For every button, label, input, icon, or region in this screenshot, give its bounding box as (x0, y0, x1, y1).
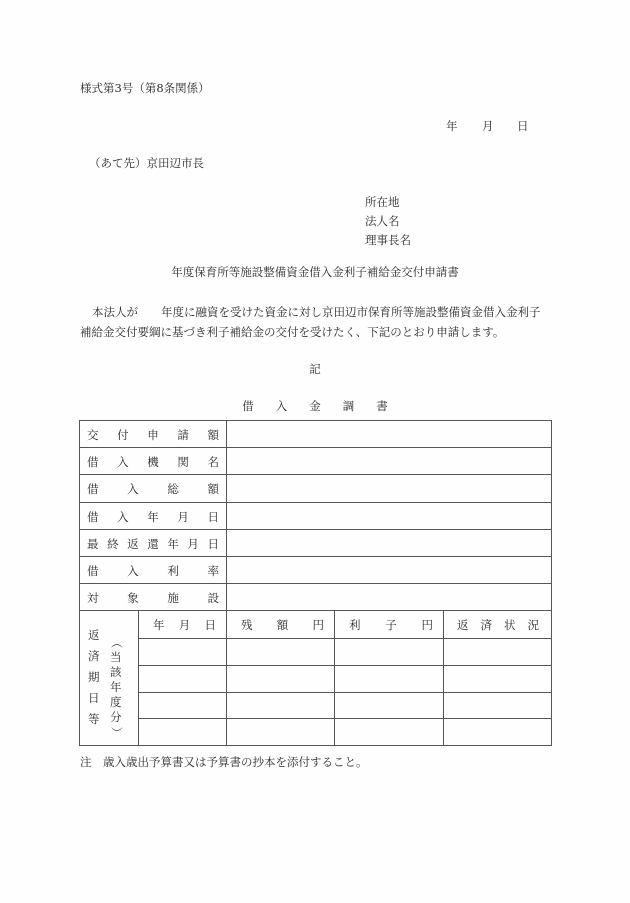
repayment-data-cell[interactable] (335, 639, 443, 665)
row-divider (80, 556, 551, 557)
row-label (80, 584, 227, 611)
repayment-data-cell[interactable] (335, 719, 443, 745)
row-label (80, 503, 227, 530)
row-label-char: 入 (117, 509, 129, 524)
row-value-field[interactable] (228, 448, 552, 475)
repayment-data-cell[interactable] (444, 639, 551, 665)
row-label-char: 入 (117, 454, 129, 469)
side-sublabel-char: ） (109, 726, 124, 739)
column-header-char: 月 (178, 617, 191, 632)
row-label-char: 施 (167, 590, 179, 605)
form-number: 様式第3号（第8条関係） (80, 81, 210, 95)
row-label-char: 入 (127, 481, 139, 496)
side-sublabel-char: （ (109, 636, 124, 649)
row-label-char: 総 (167, 481, 179, 496)
row-value-field[interactable] (228, 421, 552, 448)
table-title-char: 金 (309, 399, 321, 413)
side-sublabel-char: 度 (110, 695, 122, 709)
row-divider (80, 474, 551, 475)
row-label-char: 年 (147, 509, 159, 524)
row-label (80, 475, 227, 502)
repayment-side-label (88, 625, 100, 730)
repayment-data-cell[interactable] (335, 666, 443, 692)
row-label-char: 月 (187, 536, 199, 551)
side-label-char: 返 (88, 628, 100, 642)
row-label-char: 入 (127, 563, 139, 578)
repayment-data-cell[interactable] (227, 666, 334, 692)
date-day: 日 (517, 119, 529, 133)
column-header-char: 済 (480, 617, 492, 632)
date-month: 月 (482, 119, 494, 133)
row-label (80, 448, 227, 475)
row-label-char: 利 (167, 563, 179, 578)
row-label-char: 名 (207, 454, 219, 469)
side-sublabel-char: 分 (110, 710, 122, 724)
row-label (80, 530, 227, 557)
row-label-char: 日 (207, 509, 219, 524)
repayment-data-cell[interactable] (227, 639, 334, 665)
row-label-char: 対 (87, 590, 99, 605)
ki-heading: 記 (309, 362, 321, 376)
column-header-char: 況 (527, 617, 539, 632)
row-label-char: 借 (87, 509, 99, 524)
column-header-char: 円 (421, 617, 433, 632)
table-title-char: 借 (242, 399, 254, 413)
table-title-char: 入 (275, 399, 288, 413)
side-label-char: 済 (88, 649, 100, 663)
row-divider (80, 583, 551, 584)
side-sublabel-char: 年 (110, 680, 122, 694)
repayment-data-cell[interactable] (139, 693, 226, 719)
side-sublabel-char: 当 (110, 650, 122, 664)
repayment-data-cell[interactable] (335, 693, 443, 719)
label-column-divider (226, 421, 227, 611)
repayment-data-cell[interactable] (444, 666, 551, 692)
body-line-2: 補給金交付要綱に基づき利子補給金の交付を受けたく、下記のとおり申請します。 (80, 325, 505, 339)
repayment-side-sublabel (110, 635, 122, 740)
row-label-char: 還 (147, 536, 159, 551)
row-divider (80, 447, 551, 448)
applicant-block (365, 193, 411, 250)
row-label-char: 借 (87, 563, 99, 578)
column-header-char: 利 (349, 617, 361, 632)
column-header-char: 子 (385, 617, 397, 632)
row-value-field[interactable] (228, 530, 552, 557)
row-divider (80, 529, 551, 530)
document-title: 年度保育所等施設整備資金借入金利子補給金交付申請書 (171, 265, 459, 279)
loan-table (79, 420, 552, 746)
row-label-char: 日 (207, 536, 219, 551)
column-header-char: 円 (312, 617, 324, 632)
repayment-column-header (444, 611, 551, 638)
row-label-char: 月 (177, 509, 189, 524)
side-label-char: 期 (88, 670, 100, 684)
table-title (0, 398, 630, 414)
row-label-char: 率 (207, 563, 219, 578)
row-label-char: 交 (87, 427, 99, 442)
row-label-char: 年 (167, 536, 179, 551)
table-title-char: 調 (342, 399, 355, 413)
row-divider (80, 502, 551, 503)
side-label-char: 日 (88, 691, 100, 705)
row-label-char: 関 (177, 454, 189, 469)
row-label-char: 設 (207, 590, 219, 605)
addressee: （あて先）京田辺市長 (89, 156, 204, 170)
side-label-char: 等 (88, 712, 100, 726)
row-label-char: 申 (147, 427, 159, 442)
repayment-data-cell[interactable] (227, 719, 334, 745)
table-title-char: 書 (376, 399, 388, 413)
date-line (446, 118, 529, 134)
column-header-char: 年 (153, 617, 165, 632)
footnote: 注 歳入歳出予算書又は予算書の抄本を添付すること。 (80, 755, 368, 769)
row-value-field[interactable] (228, 475, 552, 502)
row-label-char: 額 (207, 427, 219, 442)
row-label-char: 象 (127, 590, 139, 605)
row-value-field[interactable] (228, 584, 552, 611)
repayment-data-cell[interactable] (444, 719, 551, 745)
row-label-char: 付 (117, 427, 129, 442)
repayment-column-header (227, 611, 334, 638)
row-value-field[interactable] (228, 503, 552, 530)
row-label-char: 額 (207, 481, 219, 496)
repayment-data-cell[interactable] (139, 639, 226, 665)
repayment-data-cell[interactable] (139, 666, 226, 692)
row-label-char: 返 (127, 536, 139, 551)
row-label-char: 借 (87, 481, 99, 496)
column-header-char: 残 (241, 617, 253, 632)
column-header-char: 返 (457, 617, 469, 632)
body-line-1: 本法人が 年度に融資を受けた資金に対し京田辺市保育所等施設整備資金借入金利子 (92, 305, 541, 319)
row-label-char: 最 (87, 536, 99, 551)
column-header-char: 状 (504, 617, 516, 632)
repayment-column-header (139, 611, 226, 638)
date-year: 年 (446, 119, 458, 133)
application-body (80, 302, 560, 342)
repayment-column-header (335, 611, 443, 638)
applicant-address-label: 所在地 (365, 195, 400, 209)
applicant-corporation-label: 法人名 (365, 214, 400, 228)
row-label-char: 終 (107, 536, 119, 551)
row-label (80, 557, 227, 584)
repayment-data-cell[interactable] (227, 693, 334, 719)
repayment-data-cell[interactable] (139, 719, 226, 745)
row-label-char: 借 (87, 454, 99, 469)
row-value-field[interactable] (228, 557, 552, 584)
column-header-char: 額 (276, 617, 289, 632)
side-sublabel-char: 該 (110, 665, 122, 679)
applicant-director-label: 理事長名 (365, 233, 411, 247)
column-header-char: 日 (204, 617, 216, 632)
row-label-char: 機 (147, 454, 159, 469)
row-label (80, 421, 227, 448)
row-label-char: 請 (177, 427, 189, 442)
repayment-data-cell[interactable] (444, 693, 551, 719)
